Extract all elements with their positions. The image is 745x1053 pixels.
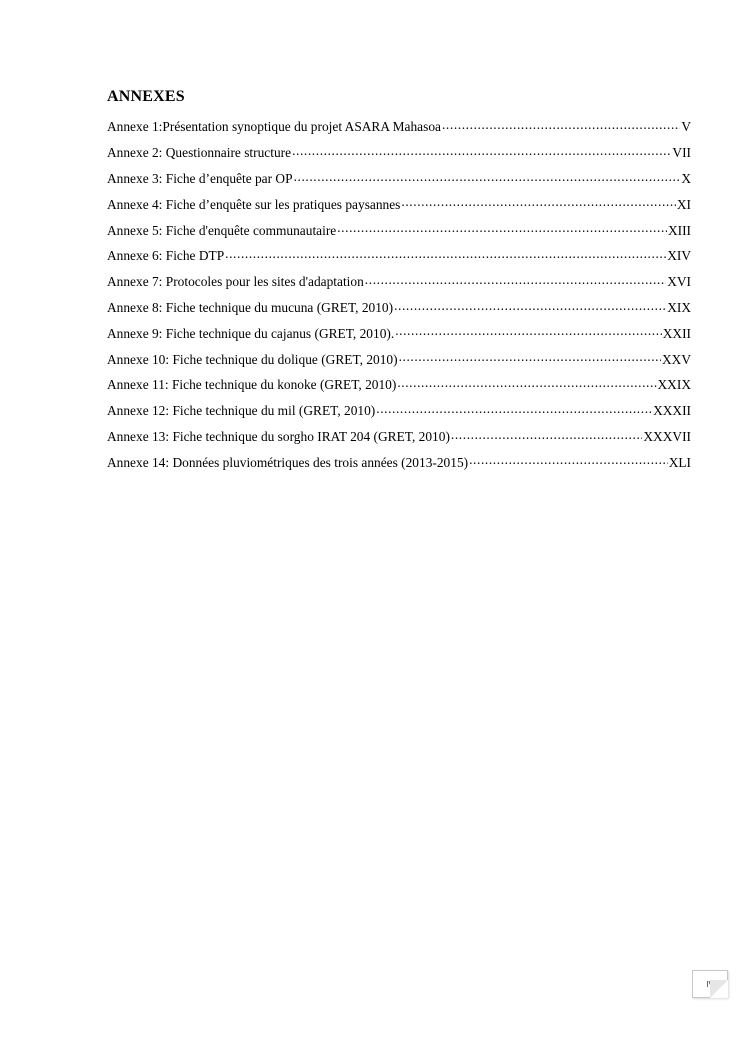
toc-entry-label: Annexe 4: Fiche d’enquête sur les pratiques paysannes bbox=[107, 196, 401, 212]
page-number: IV bbox=[706, 979, 714, 989]
toc-entry-page: XLI bbox=[668, 454, 691, 470]
annexes-heading: ANNEXES bbox=[107, 88, 185, 105]
toc-entry-page: XXXII bbox=[653, 403, 691, 419]
toc-dot-leader bbox=[451, 428, 642, 441]
toc-entry-label: Annexe 5: Fiche d'enquête communautaire bbox=[107, 222, 337, 238]
toc-entry-annexe-11[interactable] bbox=[107, 376, 691, 402]
annex-table-of-contents bbox=[107, 118, 691, 479]
toc-entry-label: Annexe 11: Fiche technique du konoke (GRET, 2010) bbox=[107, 377, 397, 393]
page-curl-icon bbox=[710, 980, 728, 998]
toc-dot-leader bbox=[395, 324, 662, 337]
toc-dot-leader bbox=[365, 273, 666, 286]
toc-entry-label: Annexe 2: Questionnaire structure bbox=[107, 145, 292, 161]
toc-entry-label: Annexe 10: Fiche technique du dolique (GRET, 2010) bbox=[107, 351, 398, 367]
toc-dot-leader bbox=[442, 118, 680, 131]
toc-entry-page: V bbox=[681, 119, 691, 135]
toc-entry-page: VII bbox=[672, 145, 691, 161]
toc-dot-leader bbox=[292, 144, 671, 157]
toc-dot-leader bbox=[394, 299, 666, 312]
toc-entry-page: XXII bbox=[662, 325, 691, 341]
toc-dot-leader bbox=[401, 195, 675, 208]
toc-entry-label: Annexe 13: Fiche technique du sorgho IRAT 204 (GRET, 2010) bbox=[107, 428, 450, 444]
toc-entry-page: XXV bbox=[661, 351, 691, 367]
toc-entry-page: XVI bbox=[667, 274, 691, 290]
toc-entry-page: XIX bbox=[667, 299, 691, 315]
toc-dot-leader bbox=[376, 402, 652, 415]
toc-entry-annexe-10[interactable] bbox=[107, 350, 691, 376]
toc-entry-page: XXXVII bbox=[643, 428, 691, 444]
toc-dot-leader bbox=[294, 170, 681, 183]
toc-entry-annexe-12[interactable] bbox=[107, 402, 691, 428]
toc-entry-page: XIII bbox=[667, 222, 691, 238]
toc-entry-page: X bbox=[681, 170, 691, 186]
page-number-badge bbox=[692, 970, 728, 998]
toc-entry-label: Annexe 6: Fiche DTP bbox=[107, 248, 225, 264]
toc-dot-leader bbox=[225, 247, 666, 260]
toc-entry-annexe-6[interactable] bbox=[107, 247, 691, 273]
toc-entry-label: Annexe 9: Fiche technique du cajanus (GRET, 2010). bbox=[107, 325, 395, 341]
toc-entry-label: Annexe 14: Données pluviométriques des trois années (2013-2015) bbox=[107, 454, 469, 470]
toc-entry-annexe-2[interactable] bbox=[107, 144, 691, 170]
toc-entry-annexe-5[interactable] bbox=[107, 221, 691, 247]
toc-entry-page: XXIX bbox=[657, 377, 691, 393]
toc-dot-leader bbox=[397, 376, 656, 389]
toc-dot-leader bbox=[337, 221, 667, 234]
toc-entry-page: XI bbox=[676, 196, 691, 212]
toc-entry-annexe-3[interactable] bbox=[107, 170, 691, 196]
toc-entry-annexe-14[interactable] bbox=[107, 453, 691, 479]
toc-entry-annexe-9[interactable] bbox=[107, 324, 691, 350]
toc-entry-label: Annexe 8: Fiche technique du mucuna (GRET, 2010) bbox=[107, 299, 394, 315]
toc-entry-annexe-8[interactable] bbox=[107, 299, 691, 325]
toc-entry-annexe-13[interactable] bbox=[107, 428, 691, 454]
toc-entry-label: Annexe 7: Protocoles pour les sites d'adaptation bbox=[107, 274, 364, 290]
toc-entry-annexe-4[interactable] bbox=[107, 195, 691, 221]
toc-entry-annexe-1[interactable] bbox=[107, 118, 691, 144]
toc-entry-page: XIV bbox=[667, 248, 691, 264]
toc-entry-label: Annexe 12: Fiche technique du mil (GRET, 2010) bbox=[107, 403, 376, 419]
toc-dot-leader bbox=[469, 453, 668, 466]
toc-entry-label: Annexe 3: Fiche d’enquête par OP bbox=[107, 170, 293, 186]
toc-entry-annexe-7[interactable] bbox=[107, 273, 691, 299]
toc-entry-label: Annexe 1:Présentation synoptique du projet ASARA Mahasoa bbox=[107, 119, 441, 135]
toc-dot-leader bbox=[399, 350, 661, 363]
